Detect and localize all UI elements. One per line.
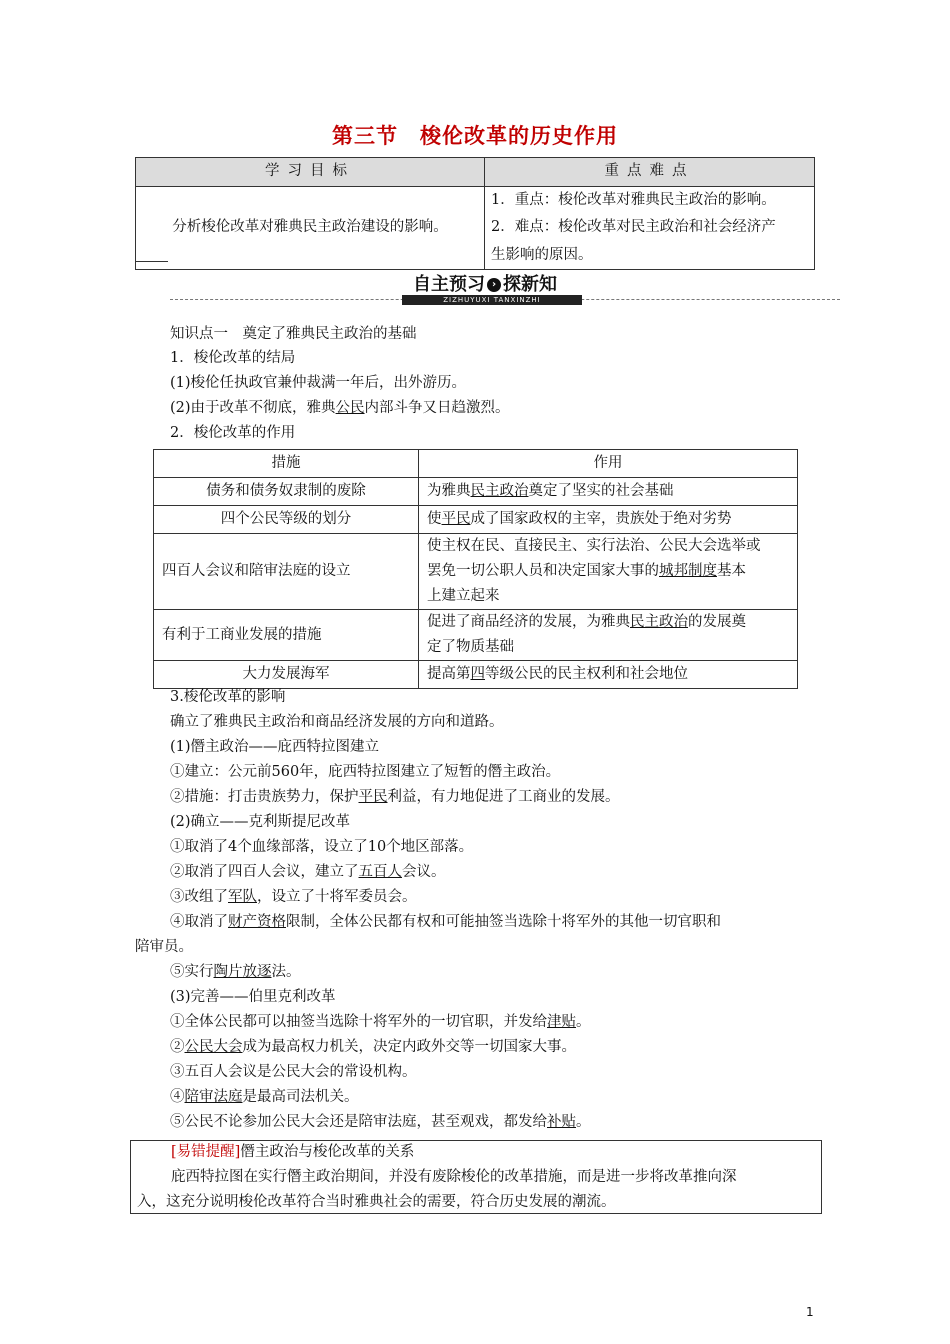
banner-title	[413, 270, 557, 296]
measure-cell: 四个公民等级的划分	[154, 506, 419, 534]
text-line: 使主权在民、直接民主、实行法治、公民大会选举或	[427, 538, 761, 554]
text-run: 。	[576, 1114, 591, 1130]
chevron-right-icon: ›	[487, 278, 501, 292]
paragraph	[170, 787, 620, 807]
answer-blank: 公民大会	[184, 1039, 243, 1055]
paragraph	[170, 1087, 359, 1107]
text-run: 罢免一切公职人员和决定国家大事的	[427, 563, 659, 579]
paragraph: ③五百人会议是公民大会的常设机构。	[170, 1064, 417, 1080]
text-run: 是最高司法机关。	[242, 1089, 359, 1105]
answer-blank: 平民	[441, 511, 471, 527]
page-title: 第三节 梭伦改革的历史作用	[332, 124, 618, 148]
paragraph: ①建立：公元前560年，庇西特拉图建立了短暂的僭主政治。	[170, 764, 561, 780]
text-run: 奠定了坚实的社会基础	[528, 483, 674, 499]
text-line	[427, 559, 789, 584]
knowledge-heading: 知识点一 奠定了雅典民主政治的基础	[170, 326, 417, 342]
banner-subtitle: ZIZHUYUXI TANXINZHI	[402, 295, 582, 305]
paragraph	[170, 1112, 591, 1132]
text-run: 限制，全体公民都有权和可能抽签当选除十将军外的其他一切官职和	[286, 914, 721, 930]
text-line: 定了物质基础	[427, 639, 514, 655]
tip-box	[130, 1140, 822, 1214]
answer-blank: 津贴	[547, 1014, 576, 1030]
text-run: ⑤实行	[170, 964, 214, 980]
text-run: 成了国家政权的主宰，贵族处于绝对劣势	[470, 511, 732, 527]
text-run: ⑤公民不论参加公民大会还是陪审法庭，甚至观戏，都发给	[170, 1114, 547, 1130]
paragraph: ①取消了4个血缘部落，设立了10个地区部落。	[170, 839, 474, 855]
subheading: (1)僭主政治——庇西特拉图建立	[170, 739, 380, 755]
text-run: 促进了商品经济的发展，为雅典	[427, 614, 630, 630]
paragraph: 确立了雅典民主政治和商品经济发展的方向和道路。	[170, 714, 504, 730]
text-run: 为雅典	[427, 483, 471, 499]
goals-header-right: 重点难点	[485, 158, 815, 187]
text-run: (2)由于改革不彻底，雅典	[170, 400, 336, 416]
goals-header-left: 学习目标	[136, 158, 485, 187]
answer-blank: 民主政治	[630, 614, 688, 630]
text-run: ②	[170, 1039, 185, 1055]
goals-right-line: 1．重点：梭伦改革对雅典民主政治的影响。	[491, 191, 776, 208]
subheading: (3)完善——伯里克利改革	[170, 989, 336, 1005]
effect-cell	[419, 506, 798, 534]
answer-blank: 公民	[335, 400, 365, 416]
measure-cell: 有利于工商业发展的措施	[154, 610, 419, 661]
text-run: ，设立了十将军委员会。	[257, 889, 417, 905]
tip-text-line: 入，这充分说明梭伦改革符合当时雅典社会的需要，符合历史发展的潮流。	[137, 1194, 616, 1210]
answer-blank: 平民	[358, 789, 388, 805]
paragraph	[170, 912, 721, 932]
answer-blank: 民主政治	[470, 483, 529, 499]
subheading: (2)确立——克利斯提尼改革	[170, 814, 351, 830]
text-run: ③改组了	[170, 889, 228, 905]
paragraph: 陪审员。	[135, 939, 193, 955]
paragraph	[170, 1037, 576, 1057]
answer-blank: 陪审法庭	[184, 1089, 243, 1105]
subheading: 2．梭伦改革的作用	[170, 425, 296, 441]
text-run: 的发展奠	[688, 614, 746, 630]
goals-right-text	[485, 186, 815, 270]
text-run: 提高第	[427, 666, 471, 682]
text-run: 基本	[717, 563, 746, 579]
answer-blank: 四	[470, 666, 485, 682]
paragraph	[170, 887, 417, 907]
divider	[135, 261, 168, 262]
measure-cell: 债务和债务奴隶制的废除	[154, 478, 419, 506]
measures-header-left: 措施	[154, 450, 419, 478]
text-run: ④取消了	[170, 914, 228, 930]
answer-blank: 补贴	[547, 1114, 576, 1130]
measure-cell: 大力发展海军	[154, 661, 419, 689]
tip-text-line: 庇西特拉图在实行僭主政治期间，并没有废除梭伦的改革措施，而是进一步将改革推向深	[171, 1169, 737, 1185]
text-run: 法。	[271, 964, 301, 980]
text-run: ②措施：打击贵族势力，保护	[170, 789, 359, 805]
paragraph	[170, 398, 510, 418]
goals-left-text: 分析梭伦改革对雅典民主政治建设的影响。	[136, 186, 485, 270]
page-number: 1	[806, 1305, 814, 1319]
banner-title-a: 自主预习	[413, 274, 485, 295]
measures-table	[153, 449, 798, 689]
goals-right-line: 2．难点：梭伦改革对民主政治和社会经济产	[491, 219, 776, 236]
text-run: ④	[170, 1089, 185, 1105]
effect-cell	[419, 661, 798, 689]
answer-blank: 财产资格	[228, 914, 286, 930]
answer-blank: 陶片放逐	[213, 964, 272, 980]
tip-label: [易错提醒]	[171, 1144, 241, 1160]
effect-cell	[419, 610, 798, 661]
section-banner	[170, 270, 840, 306]
text-run: 内部斗争又日趋激烈。	[364, 400, 510, 416]
text-run: 会议。	[402, 864, 446, 880]
text-run: 。	[576, 1014, 591, 1030]
text-run: 使	[427, 511, 442, 527]
answer-blank: 城邦制度	[659, 563, 717, 579]
answer-blank: 军队	[228, 889, 257, 905]
paragraph: (1)梭伦任执政官兼仲裁满一年后，出外游历。	[170, 375, 467, 391]
paragraph	[170, 962, 301, 982]
effect-cell	[419, 478, 798, 506]
paragraph	[170, 1012, 591, 1032]
text-run: 等级公民的民主权利和社会地位	[485, 666, 688, 682]
measures-header-right: 作用	[419, 450, 798, 478]
banner-title-b: 探新知	[503, 274, 557, 295]
text-line	[427, 610, 789, 635]
goals-right-line: 生影响的原因。	[491, 246, 593, 263]
text-run: ②取消了四百人会议，建立了	[170, 864, 359, 880]
measure-cell: 四百人会议和陪审法庭的设立	[154, 534, 419, 610]
text-run: 成为最高权力机关，决定内政外交等一切国家大事。	[242, 1039, 576, 1055]
effect-cell	[419, 534, 798, 610]
subheading: 1．梭伦改革的结局	[170, 350, 296, 366]
subheading: 3.梭伦改革的影响	[170, 689, 286, 705]
text-line: 上建立起来	[427, 588, 500, 604]
tip-heading	[171, 1142, 414, 1162]
text-run: ①全体公民都可以抽签当选除十将军外的一切官职，并发给	[170, 1014, 547, 1030]
answer-blank: 五百人	[358, 864, 402, 880]
goals-table	[135, 157, 815, 270]
text-run: 利益，有力地促进了工商业的发展。	[387, 789, 620, 805]
paragraph	[170, 862, 446, 882]
tip-title: 僭主政治与梭伦改革的关系	[240, 1144, 415, 1160]
